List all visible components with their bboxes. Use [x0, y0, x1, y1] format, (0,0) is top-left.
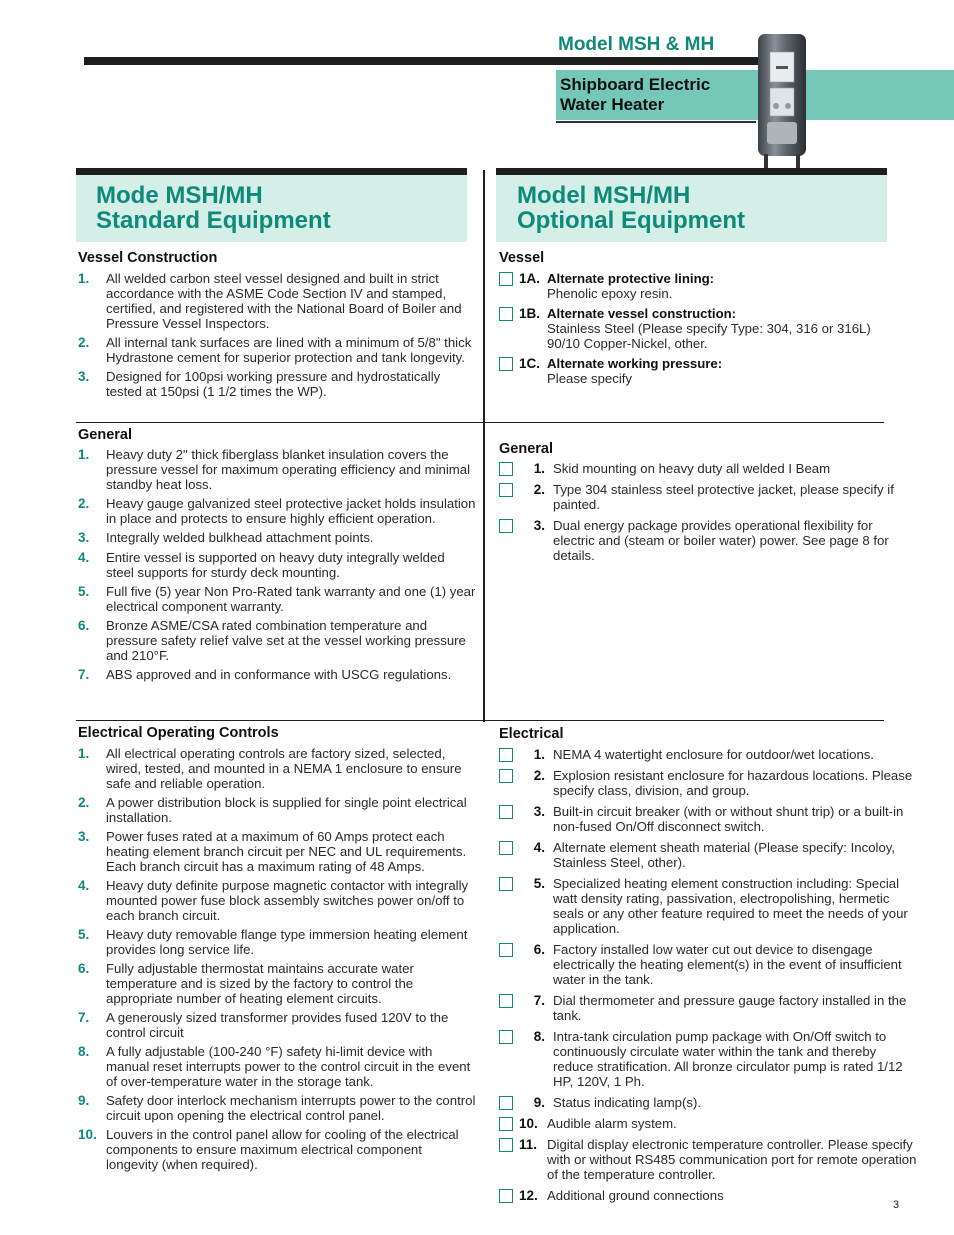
item-text: Heavy duty definite purpose magnetic contactor with integrally mounted power fuse block assembly switches power on/off to each branch circuit.: [106, 878, 469, 923]
right-vessel-heading: Vessel: [499, 250, 545, 266]
option-row: [499, 942, 917, 987]
list-item: [78, 961, 476, 1006]
subtitle-line-2: Water Heater: [560, 95, 665, 114]
option-number: 6.: [533, 942, 545, 957]
item-number: 3.: [78, 530, 90, 545]
item-number: 3.: [78, 829, 90, 844]
list-item: [78, 1093, 476, 1123]
item-number: 8.: [78, 1044, 90, 1059]
item-number: 5.: [78, 927, 90, 942]
list-item: [78, 1127, 476, 1172]
option-row: [499, 747, 917, 762]
item-text: All welded carbon steel vessel designed and built in strict accordance with the ASME Code Section IV and stamped, certified, and registered with the National Board of Boiler and Pressure Vessel Inspectors.: [106, 271, 462, 331]
item-number: 2.: [78, 335, 90, 350]
right-vessel-list: [499, 271, 894, 386]
option-row: [499, 1137, 917, 1182]
option-number: 1B.: [519, 306, 541, 321]
left-title: [96, 183, 331, 233]
subtitle-line-1: Shipboard Electric: [560, 75, 711, 94]
item-text: Power fuses rated at a maximum of 60 Amps protect each heating element branch circuit per NEC and UL requirements. Each branch circuit has a maximum rating of 48 Amps.: [106, 829, 467, 874]
option-number: 2.: [533, 482, 545, 497]
option-checkbox[interactable]: [499, 841, 513, 855]
option-text: Dual energy package provides operational flexibility for electric and (steam or boiler water) power. See page 8 for details.: [553, 518, 889, 563]
option-number: 3.: [533, 518, 545, 533]
item-text: A generously sized transformer provides fused 120V to the control circuit: [106, 1010, 449, 1040]
item-number: 9.: [78, 1093, 90, 1108]
list-item: [78, 667, 476, 682]
option-text: Explosion resistant enclosure for hazardous locations. Please specify class, division, and group.: [553, 768, 913, 798]
option-row: [499, 461, 894, 476]
option-number: 5.: [533, 876, 545, 891]
option-checkbox[interactable]: [499, 1138, 513, 1152]
option-number: 8.: [533, 1029, 545, 1044]
option-text: Digital display electronic temperature controller. Please specify with or without RS485 communication port for remote operation of the temperature controller.: [547, 1137, 917, 1182]
option-row: [499, 518, 894, 563]
item-number: 2.: [78, 795, 90, 810]
option-row: [499, 482, 894, 512]
option-number: 7.: [533, 993, 545, 1008]
item-number: 5.: [78, 584, 90, 599]
left-electrical-heading: Electrical Operating Controls: [78, 725, 279, 741]
option-text: Factory installed low water cut out device to disengage electrically the heating element(s) in the event of insufficient water in the tank.: [553, 942, 902, 987]
item-text: A power distribution block is supplied for single point electrical installation.: [106, 795, 467, 825]
left-title-line-2: Standard Equipment: [96, 207, 331, 234]
item-number: 1.: [78, 447, 90, 462]
item-text: Heavy duty removable flange type immersion heating element provides long service life.: [106, 927, 468, 957]
right-title-line-2: Optional Equipment: [517, 207, 745, 234]
option-number: 4.: [533, 840, 545, 855]
option-text: Stainless Steel (Please specify Type: 304, 316 or 316L) 90/10 Copper-Nickel, other.: [547, 321, 871, 351]
list-item: [78, 271, 476, 331]
list-item: [78, 550, 476, 580]
item-number: 10.: [78, 1127, 97, 1142]
list-item: [78, 335, 476, 365]
option-row: [499, 1095, 917, 1110]
left-title-line-1: Mode MSH/MH: [96, 182, 263, 209]
option-number: 1.: [533, 747, 545, 762]
option-row: [499, 876, 917, 936]
list-item: [78, 584, 476, 614]
page-number: 3: [893, 1199, 900, 1211]
list-item: [78, 829, 476, 874]
item-number: 6.: [78, 618, 90, 633]
option-number: 1A.: [519, 271, 541, 286]
option-text: Specialized heating element construction including: Special watt density rating, passivation, electropolishing, hermetic seals or any other feature required to meet the needs of your application.: [553, 876, 908, 936]
option-text: Intra-tank circulation pump package with On/Off switch to continuously circulate water within the tank and thereby reduce stratification. All bronze circulator pump is rated 1/12 HP, 120V, 1 Ph.: [553, 1029, 903, 1089]
right-general-list: [499, 461, 894, 563]
option-row: [499, 804, 917, 834]
column-divider: [483, 170, 485, 722]
item-number: 7.: [78, 667, 90, 682]
option-row: [499, 1188, 917, 1203]
option-text: Please specify: [547, 371, 633, 386]
list-item: [78, 878, 476, 923]
option-text: Phenolic epoxy resin.: [547, 286, 673, 301]
option-number: 10.: [519, 1116, 538, 1131]
item-number: 6.: [78, 961, 90, 976]
list-item: [78, 1010, 476, 1040]
right-title: [517, 183, 745, 233]
left-general-list: [78, 447, 476, 682]
list-item: [78, 530, 476, 545]
option-checkbox[interactable]: [499, 307, 513, 321]
option-number: 12.: [519, 1188, 538, 1203]
option-row: [499, 768, 917, 798]
left-electrical-list: [78, 746, 476, 1172]
option-row: [499, 993, 917, 1023]
subtitle-underline: [556, 121, 756, 123]
right-electrical-heading: Electrical: [499, 726, 564, 742]
item-text: All internal tank surfaces are lined with a minimum of 5/8" thick Hydrastone cement for superior protection and tank longevity.: [106, 335, 472, 365]
header-rule: [84, 57, 764, 65]
list-item: [78, 496, 476, 526]
option-checkbox[interactable]: [499, 483, 513, 497]
item-text: A fully adjustable (100-240 °F) safety hi-limit device with manual reset interrupts power to the control circuit in the event of over-temperature water in the storage tank.: [106, 1044, 471, 1089]
right-electrical-list: [499, 747, 917, 1203]
option-text: Alternate element sheath material (Please specify: Incoloy, Stainless Steel, other).: [553, 840, 896, 870]
option-text: Dial thermometer and pressure gauge factory installed in the tank.: [553, 993, 907, 1023]
item-text: Designed for 100psi working pressure and hydrostatically tested at 150psi (1 1/2 times the WP).: [106, 369, 441, 399]
item-text: Louvers in the control panel allow for cooling of the electrical components to ensure maximum electrical component longevity (when required).: [106, 1127, 459, 1172]
left-vessel-list: [78, 271, 476, 399]
option-checkbox[interactable]: [499, 357, 513, 371]
item-text: Entire vessel is supported on heavy duty integrally welded steel supports for sturdy deck mounting.: [106, 550, 445, 580]
option-number: 11.: [519, 1137, 538, 1152]
option-row: [499, 306, 894, 351]
option-checkbox[interactable]: [499, 1030, 513, 1044]
option-checkbox[interactable]: [499, 994, 513, 1008]
item-number: 4.: [78, 878, 90, 893]
item-number: 2.: [78, 496, 90, 511]
option-checkbox[interactable]: [499, 272, 513, 286]
option-label: Alternate working pressure:: [547, 356, 723, 371]
divider-electrical: [76, 720, 884, 721]
option-number: 1C.: [519, 356, 541, 371]
option-row: [499, 1116, 917, 1131]
item-text: Full five (5) year Non Pro-Rated tank warranty and one (1) year electrical component warranty.: [106, 584, 476, 614]
item-text: Bronze ASME/CSA rated combination temperature and pressure safety relief valve set at the vessel working pressure and 210°F.: [106, 618, 466, 663]
option-checkbox[interactable]: [499, 1189, 513, 1203]
option-row: [499, 840, 917, 870]
list-item: [78, 369, 476, 399]
option-label: Alternate protective lining:: [547, 271, 715, 286]
right-top-rule: [496, 168, 887, 175]
option-row: [499, 1029, 917, 1089]
list-item: [78, 447, 476, 492]
option-checkbox[interactable]: [499, 943, 513, 957]
option-checkbox[interactable]: [499, 1117, 513, 1131]
option-text: Skid mounting on heavy duty all welded I Beam: [553, 461, 831, 476]
option-text: NEMA 4 watertight enclosure for outdoor/wet locations.: [553, 747, 875, 762]
item-number: 3.: [78, 369, 90, 384]
option-label: Alternate vessel construction:: [547, 306, 737, 321]
water-heater-image: [752, 30, 812, 170]
option-row: [499, 356, 894, 386]
model-title: Model MSH & MH: [558, 34, 715, 55]
list-item: [78, 1044, 476, 1089]
left-vessel-heading: Vessel Construction: [78, 250, 218, 266]
option-text: Built-in circuit breaker (with or without shunt trip) or a built-in non-fused On/Off disconnect switch.: [553, 804, 904, 834]
option-text: Additional ground connections: [547, 1188, 724, 1203]
option-row: [499, 271, 894, 301]
right-title-line-1: Model MSH/MH: [517, 182, 691, 209]
list-item: [78, 795, 476, 825]
left-general-heading: General: [78, 427, 132, 443]
option-checkbox[interactable]: [499, 1096, 513, 1110]
item-text: Heavy gauge galvanized steel protective jacket holds insulation in place and protects to ensure highly efficient operation.: [106, 496, 476, 526]
list-item: [78, 927, 476, 957]
option-number: 3.: [533, 804, 545, 819]
divider-general: [76, 422, 884, 423]
option-checkbox[interactable]: [499, 769, 513, 783]
left-top-rule: [76, 168, 467, 175]
item-text: Heavy duty 2" thick fiberglass blanket insulation covers the pressure vessel for maximum operating efficiency and minimal standby heat loss.: [106, 447, 471, 492]
item-text: Integrally welded bulkhead attachment points.: [106, 530, 374, 545]
option-text: Audible alarm system.: [547, 1116, 677, 1131]
item-number: 1.: [78, 746, 90, 761]
item-text: Safety door interlock mechanism interrupts power to the control circuit upon opening the electrical control panel.: [106, 1093, 476, 1123]
item-text: ABS approved and in conformance with USCG regulations.: [106, 667, 452, 682]
option-number: 1.: [533, 461, 545, 476]
item-number: 7.: [78, 1010, 90, 1025]
list-item: [78, 618, 476, 663]
option-number: 2.: [533, 768, 545, 783]
right-general-heading: General: [499, 441, 553, 457]
item-number: 4.: [78, 550, 90, 565]
item-text: All electrical operating controls are factory sized, selected, wired, tested, and mounted in a NEMA 1 enclosure to ensure safe and reliable operation.: [106, 746, 462, 791]
option-checkbox[interactable]: [499, 519, 513, 533]
subtitle: [560, 75, 710, 115]
option-text: Status indicating lamp(s).: [553, 1095, 702, 1110]
list-item: [78, 746, 476, 791]
option-checkbox[interactable]: [499, 748, 513, 762]
item-text: Fully adjustable thermostat maintains accurate water temperature and is sized by the factory to control the appropriate number of heating element circuits.: [106, 961, 414, 1006]
option-checkbox[interactable]: [499, 805, 513, 819]
item-number: 1.: [78, 271, 90, 286]
option-checkbox[interactable]: [499, 877, 513, 891]
option-number: 9.: [533, 1095, 545, 1110]
option-checkbox[interactable]: [499, 462, 513, 476]
option-text: Type 304 stainless steel protective jacket, please specify if painted.: [553, 482, 894, 512]
